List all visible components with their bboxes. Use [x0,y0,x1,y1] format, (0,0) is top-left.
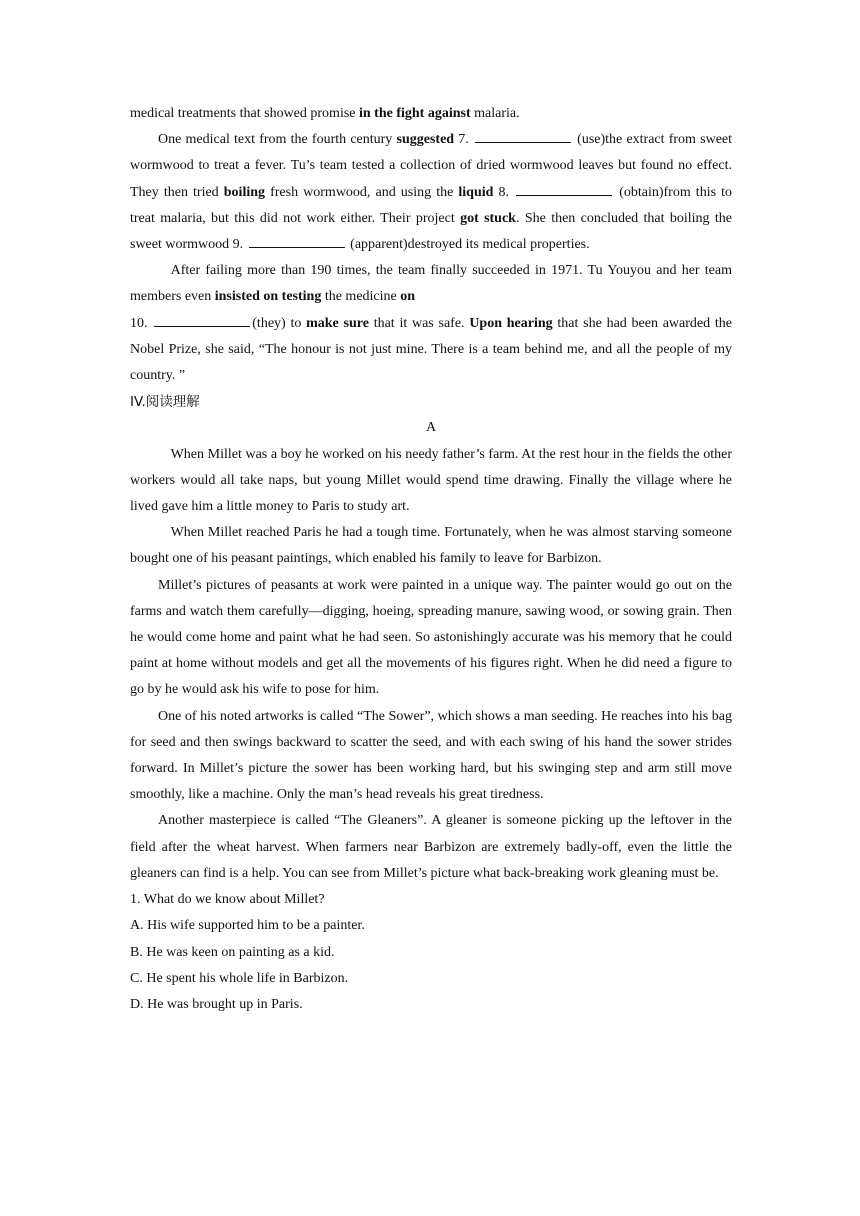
question-option-a[interactable]: A. His wife supported him to be a painter. [130,918,365,934]
text: 8. [493,184,515,200]
blank-9[interactable] [249,233,345,248]
text: One medical text from the fourth century [158,132,397,148]
question-option-d[interactable]: D. He was brought up in Paris. [130,996,303,1012]
text: (apparent)destroyed its medical properties. [346,237,590,253]
passage-paragraph-3: Millet’s pictures of peasants at work were painted in a unique way. The painter would go out on the farms and watch them carefully—digging, hoeing, spreading manure, sawing wood, or sowing grain. Then he would come home and paint what he had seen. So astonishingly accurate was his memory that he could paint at home without models and get all the movements of his figures right. When he did need a figure to go by he would ask his wife to pose for him. [130,577,732,698]
text: . She then concluded that boiling the sweet wormwood 9. [130,210,732,253]
paragraph-success [130,258,732,310]
blank-7[interactable] [475,128,571,143]
text: (obtain)from this to treat malaria, but this did not work either. Their project [130,184,732,226]
passage-label: A [425,420,437,436]
text: malaria. [470,106,520,121]
question-stem: 1. What do we know about Millet? [130,892,325,908]
text: 7. [454,132,473,148]
question-option-c[interactable]: C. He spent his whole life in Barbizon. [130,970,349,986]
bold-phrase: Upon hearing [469,315,553,331]
passage-paragraph-1: When Millet was a boy he worked on his needy father’s farm. At the rest hour in the fields the other workers would all take naps, but young Millet would spend time drawing. Finally the village where he lived gave him a little money to Paris to study art. [130,446,732,515]
bold-phrase: in the fight against [359,106,471,121]
paragraph-continuation [130,101,732,127]
blank-10[interactable] [154,312,250,327]
text: that it was safe. [368,315,470,331]
text: the medicine [321,289,401,305]
bold-phrase: suggested [396,132,455,148]
text: that she had been awarded the Nobel Prize, she said, “The honour is not just mine. There is a team behind me, and all the people of my country. ” [130,315,732,384]
bold-phrase: make sure [306,315,369,331]
passage-paragraph-4: One of his noted artworks is called “The Sower”, which shows a man seeding. He reaches into his bag for seed and then swings backward to scatter the seed, and with each swing of his hand the sower strides forward. In Millet’s picture the sower has been working hard, but his swinging step and arm still move smoothly, like a machine. Only the man’s head reveals his great tiredness. [130,708,732,803]
bold-phrase: insisted on testing [214,289,322,305]
paragraph-tu-team [130,127,732,258]
passage-paragraph-5: Another masterpiece is called “The Gleaners”. A gleaner is someone picking up the leftover in the field after the wheat harvest. When farmers near Barbizon are extremely badly-off, even the little the gleaners can find is a help. You can see from Millet’s picture what back-breaking work gleaning must be. [130,813,732,881]
text: (they) to [252,315,307,331]
passage-paragraph-2: When Millet reached Paris he had a tough time. Fortunately, when he was almost starving someone bought one of his peasant paintings, which enabled his family to leave for Barbizon. [130,525,732,567]
text: fresh wormwood, and using the [265,184,459,200]
section-heading: IV.阅读理解 [130,394,200,411]
blank-8[interactable] [516,181,612,196]
document-page [130,101,732,1018]
question-option-b[interactable]: B. He was keen on painting as a kid. [130,944,335,960]
bold-phrase: boiling [223,184,266,200]
text: 10. [130,315,153,331]
bold-phrase: on [400,289,416,305]
bold-phrase: got stuck [460,210,516,226]
text: medical treatments that showed promise [130,106,359,121]
text: After failing more than 190 times, the team finally succeeded in 1971. Tu Youyou and her team members even [130,263,732,305]
bold-phrase: liquid [458,184,494,200]
text: (use)the extract from sweet wormwood to treat a fever. Tu’s team tested a collection of dried wormwood leaves but found no effect. They then tried [130,132,733,200]
paragraph-nobel [130,311,732,390]
